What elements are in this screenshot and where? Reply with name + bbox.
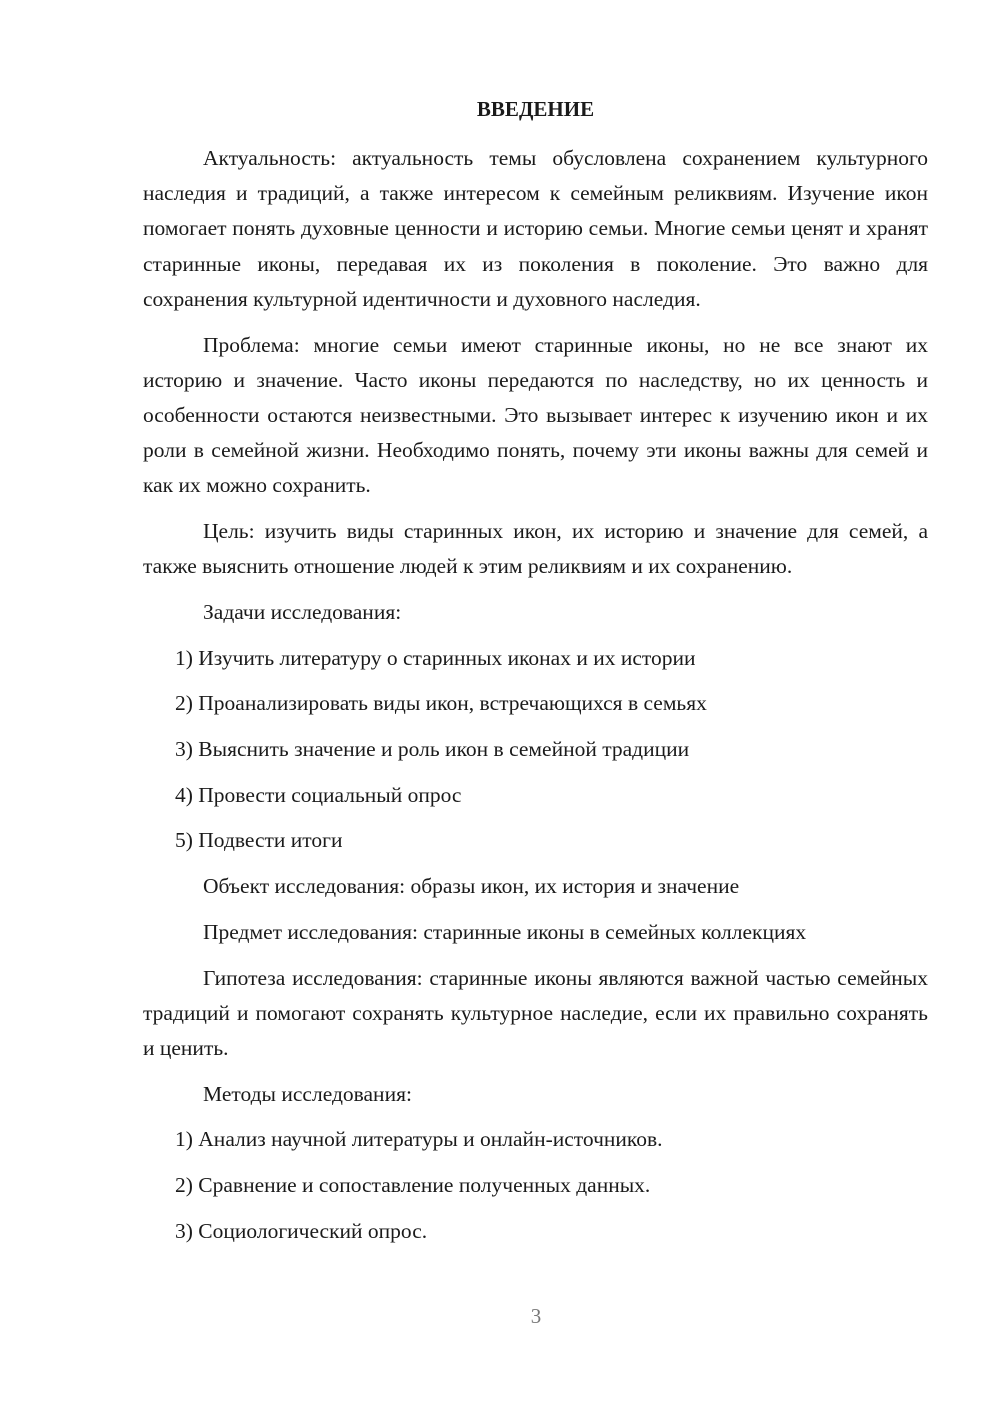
hypothesis-paragraph: Гипотеза исследования: старинные иконы являются важной частью семейных традиций и помогают сохранять культурное наследие, если их правильно сохранять и ценить. <box>143 965 928 1060</box>
page-title: ВВЕДЕНИЕ <box>476 97 595 121</box>
problem-paragraph: Проблема: многие семьи имеют старинные иконы, но не все знают их историю и значение. Часто иконы передаются по наследству, но их ценность и особенности остаются неизвестными. Это вызывает интерес к изучению икон и их роли в семейной жизни. Необходимо понять, почему эти иконы важны для семей и как их можно сохранить. <box>143 332 928 498</box>
relevance-paragraph: Актуальность: актуальность темы обусловлена сохранением культурного наследия и традиций, а также интересом к семейным реликвиям. Изучение икон помогает понять духовные ценности и историю семьи. Многие семьи ценят и хранят старинные иконы, передавая их из поколения в поколение. Это важно для сохранения культурной идентичности и духовного наследия. <box>143 146 928 311</box>
subject-paragraph: Предмет исследования: старинные иконы в семейных коллекциях <box>203 919 807 944</box>
method-item: 2) Сравнение и сопоставление полученных данных. <box>175 1173 651 1198</box>
method-item: 3) Социологический опрос. <box>175 1218 428 1243</box>
method-item: 1) Анализ научной литературы и онлайн-источников. <box>175 1127 663 1152</box>
methods-heading: Методы исследования: <box>203 1081 412 1106</box>
document-page <box>143 92 928 1259</box>
task-item: 4) Провести социальный опрос <box>175 782 462 807</box>
tasks-heading: Задачи исследования: <box>203 599 402 624</box>
task-item: 5) Подвести итоги <box>175 828 343 853</box>
task-item: 2) Проанализировать виды икон, встречающихся в семьях <box>175 691 707 716</box>
page-number: 3 <box>530 1304 542 1328</box>
object-paragraph: Объект исследования: образы икон, их история и значение <box>203 874 740 899</box>
task-item: 1) Изучить литературу о старинных иконах и их истории <box>175 645 696 670</box>
goal-paragraph: Цель: изучить виды старинных икон, их историю и значение для семей, а также выяснить отношение людей к этим реликвиям и их сохранению. <box>143 519 928 579</box>
task-item: 3) Выяснить значение и роль икон в семейной традиции <box>175 737 690 762</box>
